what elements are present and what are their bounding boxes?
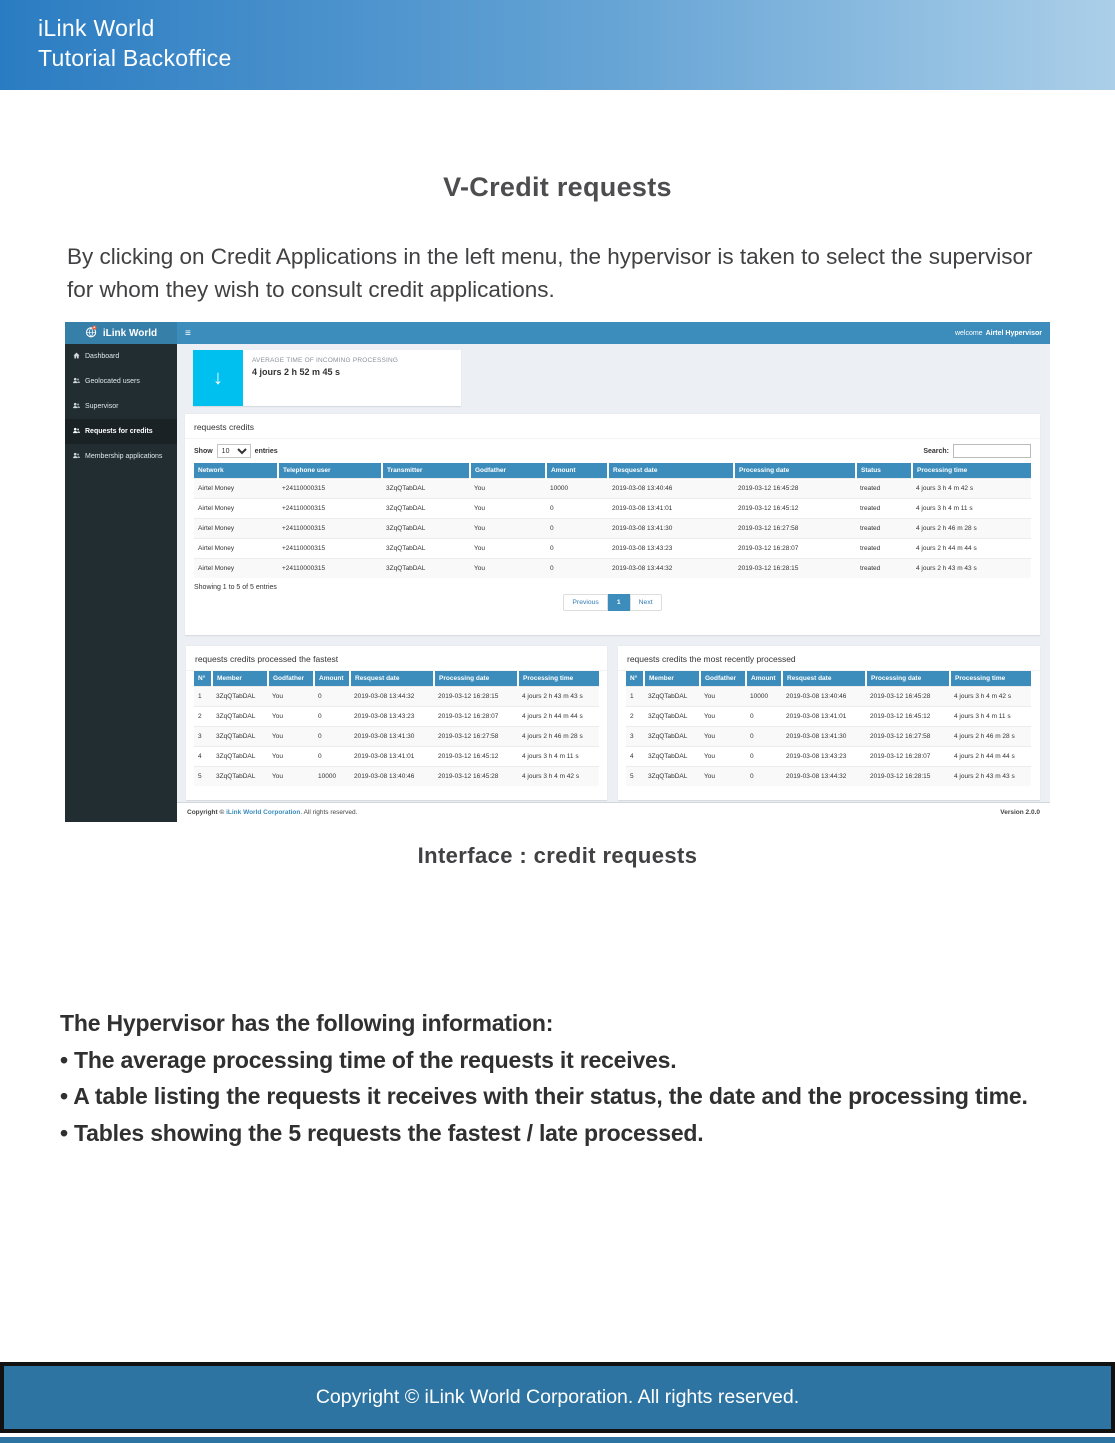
table-cell: 4 jours 3 h 4 m 11 s <box>518 747 599 767</box>
column-header[interactable]: Processing date <box>434 671 518 687</box>
table-cell: 4 jours 3 h 4 m 42 s <box>950 687 1031 707</box>
table-cell: 2019-03-08 13:43:23 <box>350 707 434 727</box>
table-cell: 0 <box>546 499 608 519</box>
column-header[interactable]: N° <box>194 671 212 687</box>
page-title: V-Credit requests <box>443 172 672 202</box>
requests-credits-panel-title: requests credits <box>185 414 1040 439</box>
column-header[interactable]: Telephone user <box>278 463 382 479</box>
table-cell: 0 <box>314 687 350 707</box>
table-row <box>626 727 1031 747</box>
table-cell: 0 <box>746 727 782 747</box>
table-cell: +24110000315 <box>278 539 382 559</box>
document-header-line1: iLink World <box>38 15 155 41</box>
sidebar-item-geolocated-users[interactable] <box>65 369 177 394</box>
copyright-prefix: Copyright © <box>187 809 227 816</box>
welcome-username: Airtel Hypervisor <box>985 329 1042 337</box>
table-cell: 4 jours 3 h 4 m 11 s <box>950 707 1031 727</box>
table-cell: Airtel Money <box>194 559 278 579</box>
table-cell: You <box>470 499 546 519</box>
down-arrow-icon: ↓ <box>193 350 243 406</box>
table-cell: 3ZqQTabDAL <box>212 707 268 727</box>
table-cell: 3 <box>194 727 212 747</box>
column-header[interactable]: Processing time <box>912 463 1031 479</box>
intro-paragraph: By clicking on Credit Applications in the left menu, the hypervisor is taken to select the supervisor for whom they wish to consult credit applications. <box>67 244 1033 302</box>
table-cell: treated <box>856 499 912 519</box>
table-cell: 3ZqQTabDAL <box>644 767 700 787</box>
stat-value: 4 jours 2 h 52 m 45 s <box>252 367 341 377</box>
table-cell: You <box>700 747 746 767</box>
sidebar-item-requests-for-credits[interactable] <box>65 419 177 444</box>
table-cell: treated <box>856 519 912 539</box>
fastest-requests-panel-title: requests credits processed the fastest <box>186 646 607 671</box>
sidebar-item-label: Membership applications <box>85 453 163 460</box>
column-header[interactable]: Network <box>194 463 278 479</box>
table-cell: 2019-03-12 16:27:58 <box>434 727 518 747</box>
sidebar-item-supervisor[interactable] <box>65 394 177 419</box>
table-cell: 3 <box>626 727 644 747</box>
table-cell: 4 jours 2 h 44 m 44 s <box>518 707 599 727</box>
column-header[interactable]: Resquest date <box>782 671 866 687</box>
table-row <box>626 687 1031 707</box>
column-header[interactable]: Member <box>644 671 700 687</box>
table-row <box>194 519 1031 539</box>
sidebar-toggle-icon[interactable]: ≡ <box>185 327 191 339</box>
document-footer-strip <box>0 1437 1115 1443</box>
column-header[interactable]: Processing date <box>866 671 950 687</box>
app-navbar <box>65 322 1050 344</box>
table-cell: 0 <box>314 747 350 767</box>
table-cell: You <box>700 687 746 707</box>
column-header[interactable]: Godfather <box>268 671 314 687</box>
pagination-page-1-button[interactable]: 1 <box>608 594 630 611</box>
document-footer-text: Copyright © iLink World Corporation. All rights reserved. <box>315 1386 800 1408</box>
table-cell: 3ZqQTabDAL <box>382 539 470 559</box>
table-cell: 2019-03-08 13:41:01 <box>350 747 434 767</box>
table-row <box>194 539 1031 559</box>
table-cell: 3ZqQTabDAL <box>382 499 470 519</box>
copyright-suffix: . All rights reserved. <box>300 809 358 816</box>
column-header[interactable]: Amount <box>746 671 782 687</box>
document-header-line2: Tutorial Backoffice <box>38 45 232 71</box>
table-cell: 2019-03-12 16:45:12 <box>866 707 950 727</box>
column-header[interactable]: Godfather <box>470 463 546 479</box>
users-icon <box>73 452 80 461</box>
table-cell: 3ZqQTabDAL <box>212 727 268 747</box>
column-header[interactable]: Processing time <box>518 671 599 687</box>
table-cell: You <box>700 707 746 727</box>
sidebar-item-membership-applications[interactable] <box>65 444 177 469</box>
table-cell: +24110000315 <box>278 479 382 499</box>
table-cell: 4 jours 2 h 43 m 43 s <box>950 767 1031 787</box>
table-cell: 0 <box>546 519 608 539</box>
info-block <box>60 1005 1065 1151</box>
table-cell: 3ZqQTabDAL <box>644 747 700 767</box>
app-content <box>177 344 1050 822</box>
showing-entries-text: Showing 1 to 5 of 5 entries <box>194 584 277 591</box>
table-cell: 2019-03-12 16:28:07 <box>734 539 856 559</box>
table-cell: 3ZqQTabDAL <box>644 707 700 727</box>
table-cell: You <box>470 519 546 539</box>
table-cell: 4 jours 2 h 44 m 44 s <box>912 539 1031 559</box>
table-cell: 3ZqQTabDAL <box>212 687 268 707</box>
table-cell: 4 jours 2 h 43 m 43 s <box>518 687 599 707</box>
table-row <box>194 727 599 747</box>
table-cell: 3ZqQTabDAL <box>382 559 470 579</box>
users-icon <box>73 427 80 436</box>
table-cell: 2019-03-12 16:28:07 <box>434 707 518 727</box>
table-cell: 3ZqQTabDAL <box>382 519 470 539</box>
table-cell: 2019-03-08 13:41:30 <box>608 519 734 539</box>
sidebar-item-label: Requests for credits <box>85 428 153 435</box>
recent-requests-table <box>626 671 1031 786</box>
table-cell: You <box>470 479 546 499</box>
table-cell: 4 jours 2 h 43 m 43 s <box>912 559 1031 579</box>
welcome-text[interactable] <box>955 322 1042 344</box>
table-cell: 1 <box>626 687 644 707</box>
app-footer <box>177 802 1050 822</box>
table-cell: 3ZqQTabDAL <box>212 767 268 787</box>
table-cell: 2019-03-12 16:28:15 <box>734 559 856 579</box>
table-cell: You <box>268 707 314 727</box>
company-link[interactable]: iLink World Corporation <box>226 809 301 816</box>
app-brand: iLink World <box>102 327 158 339</box>
table-cell: Airtel Money <box>194 479 278 499</box>
table-cell: You <box>268 727 314 747</box>
column-header[interactable]: Processing date <box>734 463 856 479</box>
column-header[interactable]: Resquest date <box>350 671 434 687</box>
table-cell: You <box>268 747 314 767</box>
search-label: Search: <box>923 447 949 455</box>
table-cell: 2019-03-08 13:44:32 <box>608 559 734 579</box>
table-cell: 4 jours 2 h 46 m 28 s <box>518 727 599 747</box>
table-cell: 3ZqQTabDAL <box>644 727 700 747</box>
table-cell: +24110000315 <box>278 499 382 519</box>
table-cell: 0 <box>746 747 782 767</box>
welcome-prefix: welcome <box>954 329 983 337</box>
table-cell: +24110000315 <box>278 519 382 539</box>
table-cell: 4 <box>194 747 212 767</box>
sidebar-item-dashboard[interactable] <box>65 344 177 369</box>
table-cell: 2019-03-12 16:45:28 <box>734 479 856 499</box>
table-cell: You <box>268 767 314 787</box>
table-cell: 2019-03-12 16:28:15 <box>866 767 950 787</box>
table-cell: 4 jours 2 h 46 m 28 s <box>912 519 1031 539</box>
pagination <box>194 594 1031 611</box>
table-cell: 2019-03-12 16:27:58 <box>734 519 856 539</box>
document-header-banner <box>0 0 1115 90</box>
table-row <box>626 767 1031 787</box>
table-cell: Airtel Money <box>194 519 278 539</box>
table-cell: You <box>700 727 746 747</box>
table-cell: +24110000315 <box>278 559 382 579</box>
info-bullet-3: • Tables showing the 5 requests the fastest / late processed. <box>60 1119 704 1146</box>
column-header[interactable]: Godfather <box>700 671 746 687</box>
table-row <box>194 767 599 787</box>
backoffice-screenshot <box>65 322 1050 822</box>
table-cell: 2019-03-08 13:41:01 <box>608 499 734 519</box>
entries-label: entries <box>254 447 278 455</box>
table-cell: treated <box>856 479 912 499</box>
table-row <box>194 479 1031 499</box>
app-copyright <box>187 809 357 816</box>
column-header[interactable]: Processing time <box>950 671 1031 687</box>
table-cell: 3ZqQTabDAL <box>382 479 470 499</box>
app-sidebar <box>65 344 177 822</box>
info-bullet-1: • The average processing time of the requests it receives. <box>60 1046 677 1073</box>
column-header[interactable]: Member <box>212 671 268 687</box>
table-cell: 5 <box>194 767 212 787</box>
info-heading: The Hypervisor has the following information: <box>60 1010 554 1036</box>
table-cell: 2 <box>626 707 644 727</box>
table-cell: 4 jours 2 h 46 m 28 s <box>950 727 1031 747</box>
app-logo[interactable] <box>65 322 177 344</box>
table-cell: 4 jours 3 h 4 m 42 s <box>912 479 1031 499</box>
table-cell: You <box>470 539 546 559</box>
table-cell: 4 <box>626 747 644 767</box>
table-cell: 4 jours 3 h 4 m 11 s <box>912 499 1031 519</box>
table-cell: 10000 <box>546 479 608 499</box>
table-cell: 0 <box>746 767 782 787</box>
table-row <box>194 687 599 707</box>
column-header[interactable]: Amount <box>546 463 608 479</box>
table-row <box>194 559 1031 579</box>
document-footer <box>0 1362 1115 1433</box>
table-cell: Airtel Money <box>194 499 278 519</box>
info-bullet-2: • A table listing the requests it receives with their status, the date and the processing time. <box>60 1083 1028 1109</box>
table-cell: 10000 <box>746 687 782 707</box>
table-cell: 2019-03-08 13:44:32 <box>350 687 434 707</box>
globe-pin-icon <box>85 325 98 341</box>
table-cell: 2019-03-08 13:44:32 <box>782 767 866 787</box>
column-header[interactable]: Resquest date <box>608 463 734 479</box>
column-header[interactable]: Status <box>856 463 912 479</box>
table-cell: 1 <box>194 687 212 707</box>
table-cell: 2019-03-12 16:28:15 <box>434 687 518 707</box>
table-cell: 2019-03-12 16:45:28 <box>866 687 950 707</box>
table-cell: 2 <box>194 707 212 727</box>
sidebar-item-label: Supervisor <box>85 403 119 410</box>
column-header[interactable]: Amount <box>314 671 350 687</box>
pagination-previous-button[interactable]: Previous <box>563 594 607 611</box>
table-row <box>194 747 599 767</box>
table-cell: treated <box>856 539 912 559</box>
sidebar-item-label: Geolocated users <box>85 378 140 385</box>
users-icon <box>73 377 80 386</box>
table-cell: 0 <box>546 539 608 559</box>
search-input[interactable] <box>953 444 1031 458</box>
average-time-stat-box <box>193 350 461 406</box>
table-cell: 2019-03-12 16:45:12 <box>734 499 856 519</box>
table-cell: 2019-03-08 13:41:30 <box>782 727 866 747</box>
table-cell: 2019-03-08 13:40:46 <box>782 687 866 707</box>
table-row <box>626 747 1031 767</box>
stat-label: AVERAGE TIME OF INCOMING PROCESSING <box>252 357 399 364</box>
requests-credits-table <box>194 463 1031 578</box>
table-cell: You <box>700 767 746 787</box>
fastest-requests-table <box>194 671 599 786</box>
table-cell: 0 <box>314 707 350 727</box>
column-header[interactable]: N° <box>626 671 644 687</box>
table-cell: 2019-03-12 16:45:28 <box>434 767 518 787</box>
table-cell: 0 <box>314 727 350 747</box>
requests-credits-panel <box>185 413 1040 635</box>
table-cell: 2019-03-08 13:43:23 <box>782 747 866 767</box>
table-cell: 0 <box>746 707 782 727</box>
recent-requests-panel-title: requests credits the most recently processed <box>618 646 1040 671</box>
users-icon <box>73 402 80 411</box>
table-cell: 0 <box>546 559 608 579</box>
table-cell: 2019-03-12 16:27:58 <box>866 727 950 747</box>
fastest-requests-panel <box>186 645 607 800</box>
table-cell: 2019-03-08 13:41:30 <box>350 727 434 747</box>
table-cell: 3ZqQTabDAL <box>644 687 700 707</box>
table-cell: 2019-03-08 13:40:46 <box>350 767 434 787</box>
table-cell: You <box>268 687 314 707</box>
table-cell: 2019-03-08 13:41:01 <box>782 707 866 727</box>
table-cell: You <box>470 559 546 579</box>
table-cell: 5 <box>626 767 644 787</box>
pagination-next-button[interactable]: Next <box>630 594 662 611</box>
table-cell: 2019-03-12 16:28:07 <box>866 747 950 767</box>
table-cell: 2019-03-12 16:45:12 <box>434 747 518 767</box>
table-cell: 10000 <box>314 767 350 787</box>
table-cell: 2019-03-08 13:40:46 <box>608 479 734 499</box>
table-row <box>194 707 599 727</box>
table-cell: 4 jours 2 h 44 m 44 s <box>950 747 1031 767</box>
app-version: Version 2.0.0 <box>1000 809 1040 816</box>
table-cell: 3ZqQTabDAL <box>212 747 268 767</box>
table-cell: treated <box>856 559 912 579</box>
screenshot-caption: Interface : credit requests <box>417 843 698 868</box>
home-icon <box>73 352 80 361</box>
recent-requests-panel <box>618 645 1040 800</box>
table-row <box>626 707 1031 727</box>
sidebar-item-label: Dashboard <box>85 353 120 360</box>
table-row <box>194 499 1031 519</box>
table-cell: 4 jours 3 h 4 m 42 s <box>518 767 599 787</box>
table-cell: 2019-03-08 13:43:23 <box>608 539 734 559</box>
table-cell: Airtel Money <box>194 539 278 559</box>
show-label: Show <box>194 447 213 455</box>
page-size-select[interactable] <box>217 444 251 458</box>
column-header[interactable]: Transmitter <box>382 463 470 479</box>
